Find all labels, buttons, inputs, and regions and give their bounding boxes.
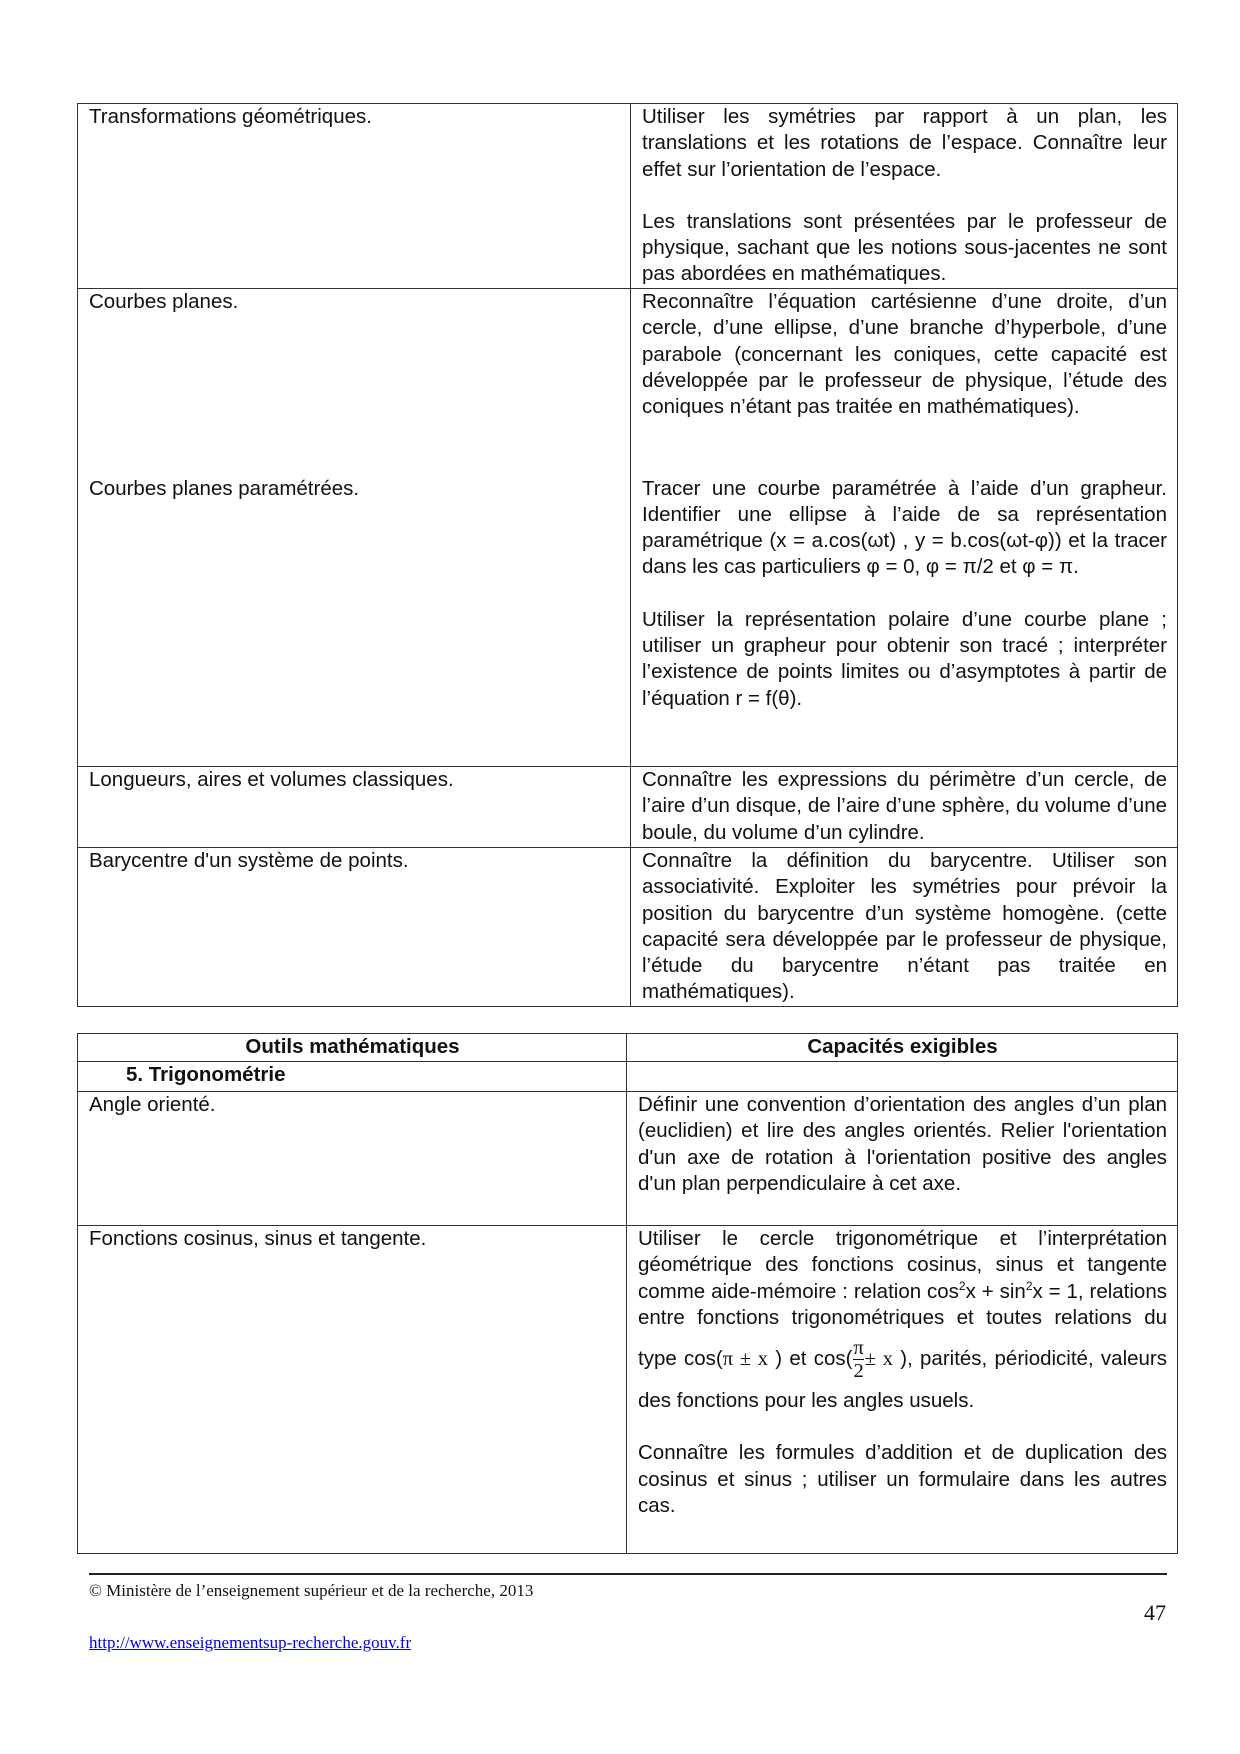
capacity-cell	[631, 767, 1178, 848]
table-row	[78, 767, 1178, 848]
numerator: π	[853, 1337, 864, 1360]
denominator: 2	[853, 1360, 864, 1383]
tool-cell: Barycentre d'un système de points.	[78, 848, 631, 1007]
fraction-pi-over-2	[853, 1337, 863, 1382]
tool-cell: Courbes planes.	[78, 289, 631, 476]
text: ), parités, périodicité, valeurs des fonctions pour les angles usuels.	[638, 1347, 1167, 1413]
table-row	[78, 1226, 1178, 1554]
header-capacities: Capacités exigibles	[627, 1034, 1178, 1062]
tool-cell: Transformations géométriques.	[78, 104, 631, 289]
table-row	[78, 289, 1178, 476]
copyright-text: © Ministère de l’enseignement supérieur et de la recherche, 2013	[89, 1581, 534, 1600]
table-row	[78, 1092, 1178, 1226]
section-row	[78, 1062, 1178, 1092]
capacities-table-trigonometry	[77, 1033, 1178, 1554]
ministry-link[interactable]: http://www.enseignementsup-recherche.gouv.fr	[89, 1633, 412, 1652]
text: ) et cos(	[775, 1347, 853, 1371]
section-title: 5. Trigonométrie	[78, 1062, 627, 1092]
table-row	[78, 476, 1178, 767]
capacity-text: Connaître la définition du barycentre. Utiliser son associativité. Exploiter les symétries pour prévoir la position du barycentre d’un système homogène. (cette capacité sera développée par le professeur de physique, l’étude du barycentre n’étant pas traitée en mathématiques).	[642, 849, 1167, 1004]
capacity-text	[638, 1226, 1167, 1414]
text: x + sin	[965, 1279, 1026, 1303]
capacity-text: Les translations sont présentées par le professeur de physique, sachant que les notions sous-jacentes ne sont pas abordées en mathématiques.	[642, 209, 1167, 286]
capacity-text: Tracer une courbe paramétrée à l’aide d’un grapheur. Identifier une ellipse à l’aide de sa représentation paramétrique (x = a.cos(ωt) , y = b.cos(ωt-φ)) et la tracer dans les cas particuliers φ = 0, φ = π/2 et φ = π.	[642, 476, 1167, 579]
math-expression: ± x	[864, 1348, 893, 1371]
tool-cell: Fonctions cosinus, sinus et tangente.	[78, 1226, 627, 1554]
math-expression: π ± x	[722, 1348, 768, 1371]
capacity-text: Reconnaître l’équation cartésienne d’une droite, d’un cercle, d’une ellipse, d’une branche d’hyperbole, d’une parabole (concernant les coniques, cette capacité est développée par le professeur de physique, l’étude des coniques n’étant pas traitée en mathématiques).	[642, 290, 1167, 419]
table-row	[78, 848, 1178, 1007]
footer-divider	[89, 1573, 1167, 1575]
page-number: 47	[1144, 1600, 1166, 1625]
capacity-cell	[627, 1092, 1178, 1226]
capacity-text: Connaître les expressions du périmètre d’un cercle, de l’aire d’un disque, de l’aire d’une sphère, du volume d’une boule, du volume d’un cylindre.	[642, 768, 1167, 844]
capacity-cell	[631, 476, 1178, 767]
tool-cell: Longueurs, aires et volumes classiques.	[78, 767, 631, 848]
capacity-text: Utiliser les symétries par rapport à un plan, les translations et les rotations de l’espace. Connaître leur effet sur l’orientation de l’espace.	[642, 105, 1167, 181]
capacity-text: Utiliser la représentation polaire d’une courbe plane ; utiliser un grapheur pour obtenir son tracé ; interpréter l’existence de points limites ou d’asymptotes à partir de l’équation r = f(θ).	[642, 607, 1167, 710]
capacity-cell	[631, 848, 1178, 1007]
text: Utiliser le cercle trigonométrique et l’interprétation géométrique des fonctions cosinus, sinus et tangente comme aide-mémoire : relation cos	[638, 1227, 1167, 1303]
capacity-text: Définir une convention d’orientation des angles d’un plan (euclidien) et lire des angles orientés. Relier l'orientation d'un axe de rotation à l'orientation positive des angles d'un plan perpendiculaire à cet axe.	[638, 1093, 1167, 1195]
table-header-row	[78, 1034, 1178, 1062]
capacity-cell	[627, 1226, 1178, 1554]
empty-cell	[627, 1062, 1178, 1092]
tool-cell: Angle orienté.	[78, 1092, 627, 1226]
capacity-cell	[631, 104, 1178, 289]
capacity-text: Connaître les formules d’addition et de duplication des cosinus et sinus ; utiliser un formulaire dans les autres cas.	[638, 1441, 1167, 1518]
exponent: 2	[1025, 1278, 1033, 1293]
capacity-cell	[631, 289, 1178, 476]
exponent: 2	[958, 1278, 966, 1293]
capacities-table-geometry	[77, 103, 1178, 1007]
tool-cell: Courbes planes paramétrées.	[78, 476, 631, 767]
table-row	[78, 104, 1178, 289]
text: x = 1, relations entre fonctions trigonométriques et toutes relations du type cos(	[638, 1279, 1167, 1371]
header-tools: Outils mathématiques	[78, 1034, 627, 1062]
